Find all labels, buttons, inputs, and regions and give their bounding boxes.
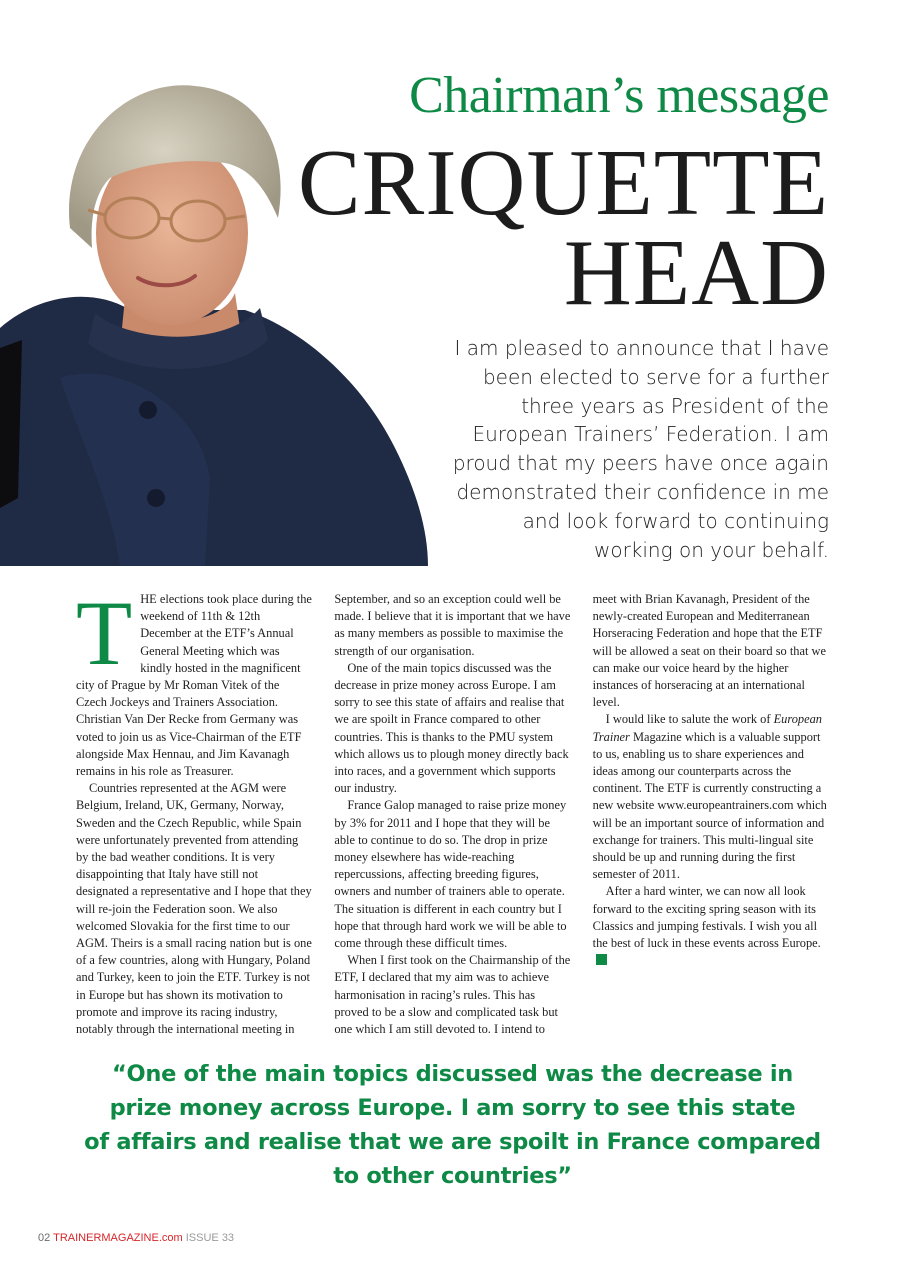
pull-quote-line: “One of the main topics discussed was the decrease in <box>112 1061 793 1087</box>
magazine-title: European Trainer <box>592 712 823 744</box>
article-paragraph: One of the main topics discussed was the decrease in prize money across Europe. I am sorry to see this state of affairs and realise that we are spoilt in France compared to other countries. This is thanks to the PMU system which allows us to plough money directly back into races, and a government which supports our industry. <box>334 660 569 796</box>
intro-standfirst <box>409 334 829 564</box>
article-paragraph: Countries represented at the AGM were Belgium, Ireland, UK, Germany, Norway, Sweden and the Czech Republic, while Spain were unfortunately prevented from attending by the bad weather conditions. It is very disappointing that Italy have still not designated a representative and I hope that they will re-join the Federation soon. We also welcomed Slovakia for the first time to our AGM. Theirs is a small racing nation but is one of a few countries, along with Hungary, Poland and Turkey, keen to join the ETF. Turkey is not in Europe but has shown its motivation to promote and improve its racing industry, notably through the international meeting in September, and so an exception could well be made. I believe that it is important that we have as many members as possible to maximise the strength of our organisation. <box>76 592 571 1037</box>
intro-line: been elected to serve for a further <box>482 364 829 389</box>
pull-quote <box>60 1057 845 1193</box>
page-title <box>297 131 829 325</box>
page-footer <box>38 1232 234 1244</box>
pull-quote-line: of affairs and realise that we are spoilt in France compared <box>84 1129 821 1155</box>
intro-line: three years as President of the <box>521 393 829 418</box>
article-paragraph: After a hard winter, we can now all look forward to the exciting spring season with its Classics and jumping festivals. I wish you all the best of luck in these events across Europe. <box>593 883 830 969</box>
title-line-2: HEAD <box>563 221 829 325</box>
pull-quote-line: prize money across Europe. I am sorry to see this state <box>109 1095 796 1121</box>
section-kicker: Chairman’s message <box>409 67 829 124</box>
intro-line: European Trainers’ Federation. I am <box>472 422 829 447</box>
page-number: 02 <box>38 1232 51 1244</box>
footer-brand-link[interactable]: TRAINERMAGAZINE.com <box>53 1232 183 1244</box>
end-mark-icon <box>596 954 607 965</box>
article-body <box>76 582 830 1039</box>
article-paragraph: I would like to salute the work of European Trainer Magazine which is a valuable support to us, enabling us to share experiences and ideas among our counterparts across the continent. The ETF is currently constructing a new website www.europeantrainers.com which will be an important source of information and exchange for trainers. This multi-lingual site should be up and running during the first semester of 2011. <box>592 712 827 882</box>
intro-line: demonstrated their confidence in me <box>456 479 829 504</box>
article-paragraph: When I first took on the Chairmanship of the ETF, I declared that my aim was to achieve harmonisation in racing’s rules. This has proved to be a slow and complicated task but one which I am still devoted to. I intend to meet with Brian Kavanagh, President of the newly-created European and Mediterranean Horseracing Federation and hope that the ETF will be allowed a seat on their board so that we can make our voice heard by the higher instances of horseracing at an international level. <box>334 592 826 1037</box>
intro-line: I am pleased to announce that I have <box>454 336 829 360</box>
intro-line: and look forward to continuing <box>522 508 829 533</box>
article-paragraph: France Galop managed to raise prize money by 3% for 2011 and I hope that they will be able to continue to do so. The drop in prize money elsewhere has wide-reaching repercussions, affecting breeding figures, owners and number of trainers able to operate. The situation is different in each country but I hope that through hard work we will be able to come through these difficult times. <box>334 798 567 951</box>
pull-quote-line: to other countries” <box>333 1163 572 1189</box>
issue-number: ISSUE 33 <box>185 1232 235 1244</box>
intro-line: proud that my peers have once again <box>452 451 829 476</box>
title-line-1: CRIQUETTE <box>297 131 829 235</box>
intro-line: working on your behalf. <box>593 537 829 562</box>
article-paragraph: THE elections took place during the weekend of 11th & 12th December at the ETF’s Annual General Meeting which was kindly hosted in the magnificent city of Prague by Mr Roman Vitek of the Czech Jockeys and Trainers Association. Christian Van Der Recke from Germany was voted to join us as Vice-Chairman of the ETF alongside Max Hennau, and Jim Kavanagh remains in his role as Treasurer. <box>76 582 312 779</box>
drop-cap: T <box>76 582 133 684</box>
